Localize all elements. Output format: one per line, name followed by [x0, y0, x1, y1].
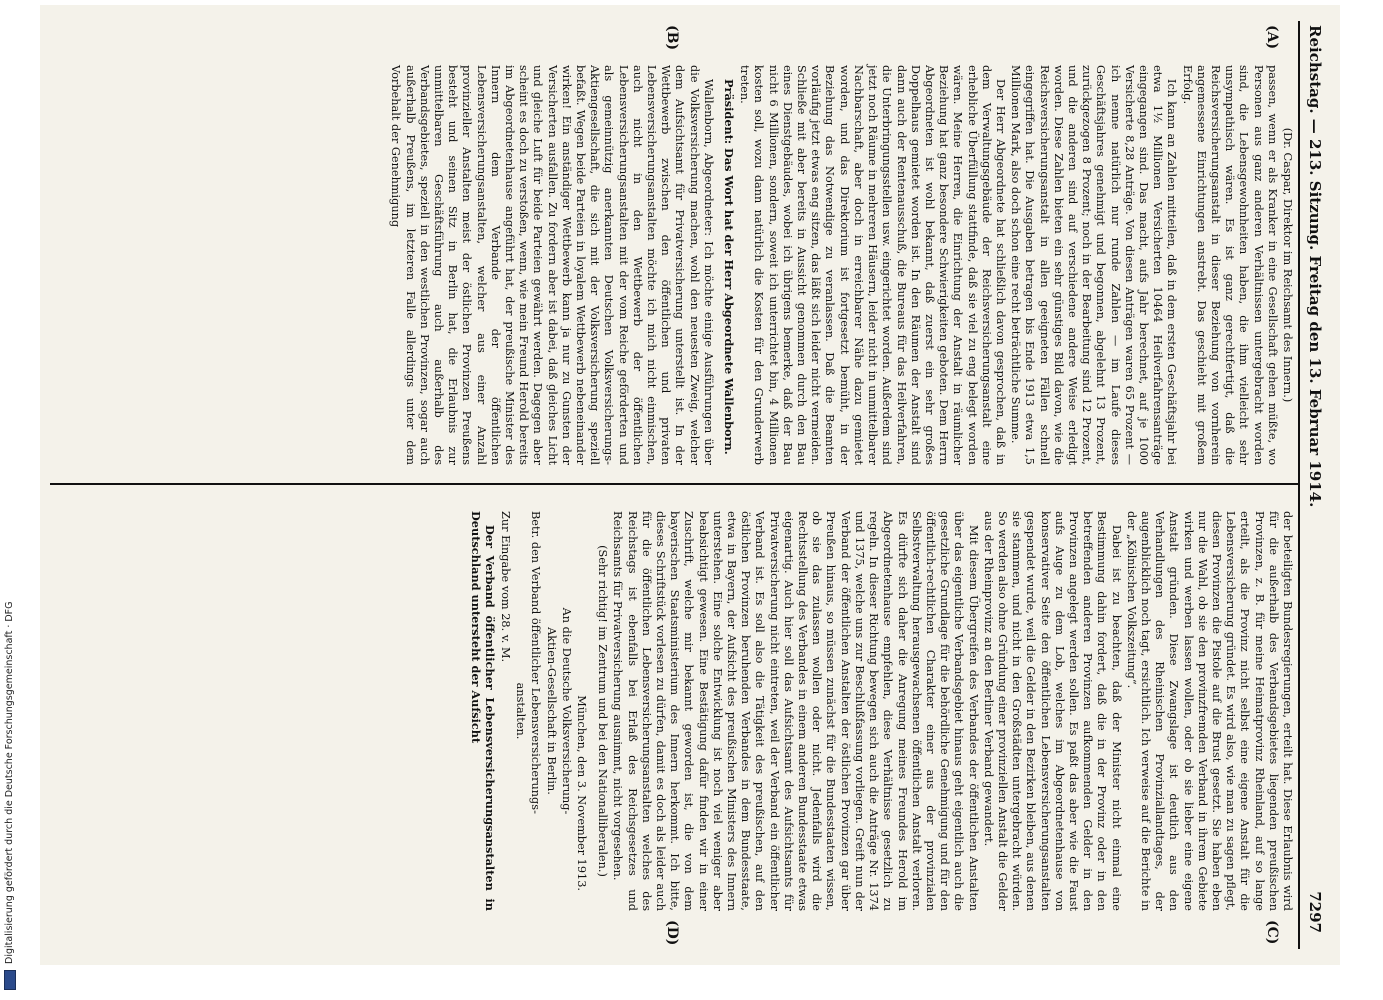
paragraph: Ich kann an Zahlen mitteilen, daß in dem ersten Geschäftsjahr bei etwa 1½ Millionen Versicherten 10464 Heilverfahrensanträge eingegangen sind. Das macht, aufs Jahr berechnet, auf je 1000 Versicherte 8,28 Anträge. Von diesen Anträgen waren 65 Prozent — ich nenne natürlich nur runde Zahlen — im Laufe dieses Geschäftsjahres genehmigt und begonnen, abgelehnt 13 Prozent, zurückgezogen 8 Prozent; noch in der Bearbeitung sind 12 Prozent, und die anderen sind auf verschiedene andere Weise erledigt worden. Diese Zahlen bieten ein sehr günstiges Bild davon, wie die Reichsversicherungsanstalt in allen geeigneten Fällen schnell eingegriffen hat. Die Ausgaben betragen bis Ende 1913 etwa 1,5 Millionen Mark, also doch schon eine recht beträchtliche Summe.: [1009, 65, 1179, 465]
letter-date: München, den 3. November 1913.: [575, 695, 589, 891]
speaker-note: (Dr. Caspar, Direktor im Reichsamt des Innern.): [1281, 127, 1294, 403]
margin-mark-c: (C): [1264, 920, 1280, 945]
paragraph: Dabei ist zu beachten, daß der Minister nicht einmal eine Bestimmung dahin fordert, daß die in der Provinz oder in den betreffenden anderen Provinzen aufkommenden Gelder in den Provinzen angelegt werden sollen. Es paßt das aber wie die Faust aufs Auge zu dem Lob, welches im Abgeordnetenhause von konservativer Seite den öffentlichen Lebensversicherungsanstalten gespendet wurde, weil die Gelder in den Bezirken bleiben, aus denen sie stammen, und nicht in den Großstädten untergebracht würden. So werden also ohne Gründung einer provinziellen Anstalt die Gelder aus der Rheinprovinz an den Berliner Verband gewandert.: [981, 511, 1123, 911]
digitization-credit: [2, 0, 18, 1000]
paragraph: Wallenborn, Abgeordneter: Ich möchte einige Ausführungen über die Volksversicherung machen, wohl den neuesten Zweig, welcher dem Aufsichtsamt für Privatversicherung unterstellt ist. In der Wettbewerb zwischen den öffentlichen und privaten Lebensversicherungsanstalten möchte ich mich nicht einmischen, auch nicht in den Wettbewerb der öffentlichen Lebensversicherungsanstalten mit der vom Reiche geförderten und als gemeinnützig anerkannten Deutschen Volksversicherungs-Aktiengesellschaft, die sich mit der Volksversicherung speziell befaßt. Wegen beide Parteien in loyalem Wettbewerb nebeneinander wirken! Ein anständiger Wettbewerb kann ja nur zu Gunsten der Versicherten ausfallen. Zu fordern aber ist dabei, daß gleiches Licht und gleiche Luft für beide Parteien gewährt werden. Dagegen aber scheint es doch zu verstoßen, wenn, wie mein Freund Herold bereits im Abgeordnetenhause angeführt hat, der preußische Minister des Innern dem Verbande der öffentlichen Lebensversicherungsanstalten, welcher aus einer Anzahl provinzieller Anstalten meist der östlichen Provinzen Preußens besteht und seinen Sitz in Berlin hat, die Erlaubnis zur unmittelbaren Geschäftsführung auch außerhalb des Verbandsgebietes, speziell in den westlichen Provinzen, sogar auch außerhalb Preußens, im letzteren Falle allerdings unter dem Vorbehalt der Genehmigung: [389, 65, 715, 465]
right-column: [467, 511, 1294, 911]
newspaper-page: [40, 5, 1340, 965]
page-number: 7297: [1306, 891, 1324, 933]
letter-body: Der Verband öffentlicher Lebensversicherungsanstalten in Deutschland untersteht der Aufsicht: [468, 511, 497, 911]
left-column: [387, 65, 1294, 465]
column-divider: [50, 483, 1298, 485]
paragraph: Mit diesem Übergreifen des Verbandes der öffentlichen Anstalten über das eigentliche Verbandsgebiet hinaus geht eigentlich auch die gesetzliche Grundlage für die behördliche Genehmigung und für den öffentlich-rechtlichen Charakter einer aus der provinzialen Selbstverwaltung herausgewachsenen öffentlichen Anstalt verloren. Es dürfte sich daher die Anregung meines Freundes Herold im Abgeordnetenhause empfehlen, diese Verhältnisse gesetzlich zu regeln. In dieser Richtung bewegen sich auch die Anträge Nr. 1374 und 1375, welche uns zur Beschlußfassung vorliegen. Greift nun der Verband der öffentlichen Anstalten der östlichen Provinzen gar über Preußen hinaus, so müssen zunächst für die Bundesstaaten wissen, ob sie das zulassen wollen oder nicht. Jedenfalls wird die Rechtsstellung des Verbandes in einem anderen Bundesstaate etwas eigenartig. Auch hier soll das Aufsichtsamt des Aufsichtsamts für Privatversicherung nicht eintreten, weil der Verband ein öffentlicher Verband ist. Es soll also die Tätigkeit des preußischen, auf den östlichen Provinzen beruhenden Verbandes in dem Bundesstaate, etwa in Bayern, der Aufsicht des preußischen Ministers des Innern unterstehen. Eine solche Entwicklung ist noch viel weniger aber beabsichtigt gewesen. Eine Bestätigung dafür finden wir in einer Zuschrift, welche mir bekannt geworden ist, die von dem bayerischen Staatsministerium des Innern herkommt. Ich bitte, dieses Schriftstück vorlesen zu dürfen, damit es doch als leider auch für die öffentlichen Lebensversicherungsanstalten welches des Reichstags ist ebenfalls bei Erlaß des Reichsgesetzes und Reichsamts für Privatversicherung ausnimmt, nicht vorgesehen.: [611, 511, 980, 911]
paragraph: Der Herr Abgeordnete hat schließlich davon gesprochen, daß in dem Verwaltungsgebäude der Reichsversicherungsanstalt eine erhebliche Überfüllung stattfinde, daß sie viel zu eng belegt worden wären. Meine Herren, die Einrichtung der Anstalt in räumlicher Beziehung hat ganz besondere Schwierigkeiten geboten. Dem Herrn Abgeordneten ist wohl bekannt, daß zuerst ein sehr großes Doppelhaus gemietet worden ist. In den Räumen der Anstalt sind dann auch der Rentenausschuß, die Bureaus für das Heilverfahren, die Unterbringungsstellen usw. eingerichtet worden. Außerdem sind jetzt noch Räume in mehreren Häusern, leider nicht in unmittelbarer Nachbarschaft, aber doch in erreichbarer Nähe dazu gemietet worden, und das Direktorium ist fortgesetzt bemüht, in der Beziehung das Notwendige zu veranlassen. Daß die Beamten vorläufig jetzt etwas eng sitzen, das läßt sich leider nicht vermeiden. Schließe mit aber bereits in Aussicht genommen durch den Bau eines Dienstgebäudes, wobei ich übrigens bemerke, daß der Bau nicht 6 Millionen, sondern, soweit ich unterrichtet bin, 4 Millionen kosten soll, wozu dann natürlich die Kosten für den Grunderwerb treten.: [738, 65, 1007, 465]
interjection: (Sehr richtig! im Zentrum und bei den Nationalliberalen.): [596, 545, 610, 877]
paragraph: der beteiligten Bundesregierungen, erteilt hat. Diese Erlaubnis wird für die außerhalb des Verbandsgebietes liegenden preußischen Provinzen, z. B. für meine Heimatprovinz Rheinland, auf so lange erteilt, als die Provinz nicht selbst eine eigene Anstalt für die Lebensversicherung gründet. Es wird also, wie man zu sagen pflegt, diesen Provinzen die Pistole auf die Brust gesetzt. Sie haben eben nur die Wahl, ob sie den provinzfremden Verband in ihrem Gebiete wirken und werben lassen wollen, oder ob sie lieber eine eigene Anstalt gründen. Diese Zwangslage ist deutlich aus den Verhandlungen des Rheinischen Provinziallandtages, der augenblicklich noch tagt, ersichtlich. Ich verweise auf die Berichte in der „Kölnischen Volkszeitung“.: [1124, 511, 1294, 911]
president-remark: Präsident: Das Wort hat der Herr Abgeordnete Wallenborn.: [722, 79, 737, 455]
dfg-logo-icon: [4, 970, 16, 990]
margin-mark-a: (A): [1264, 25, 1280, 50]
margin-mark-b: (B): [664, 25, 680, 51]
credit-line: [2, 0, 18, 990]
paragraph: passen, wenn er als Kranker in eine Gesellschaft gehen müßte, wo Personen aus ganz anderen Verhältnissen untergebracht worden sind, die Lebensgewohnheiten haben, die ihm vielleicht sehr unsympathisch wären. Es ist ganz gerechtfertigt, daß die Reichsversicherungsanstalt in dieser Beziehung von vornherein angemessene Einrichtungen anstrebt. Das geschieht mit großem Erfolg.: [1180, 65, 1279, 465]
header-rule: [1298, 21, 1300, 949]
letter-reference: Zur Eingabe vom 28. v. M.: [499, 511, 513, 663]
margin-mark-d: (D): [664, 920, 680, 946]
letter-subject: anstalten.: [514, 682, 528, 740]
page-header: Reichstag. — 213. Sitzung. Freitag den 13. Februar 1914.: [1306, 25, 1324, 508]
letter-address: An die Deutsche Volksversicherung-: [559, 607, 573, 815]
letter-address: Aktien-Gesellschaft in Berlin.: [544, 627, 558, 795]
credit-text: Digitalisierung gefördert durch die Deutsche Forschungsgemeinschaft · DFG: [4, 601, 15, 964]
letter-subject: Betr. den Verband öffentlicher Lebensversicherungs-: [529, 511, 543, 814]
